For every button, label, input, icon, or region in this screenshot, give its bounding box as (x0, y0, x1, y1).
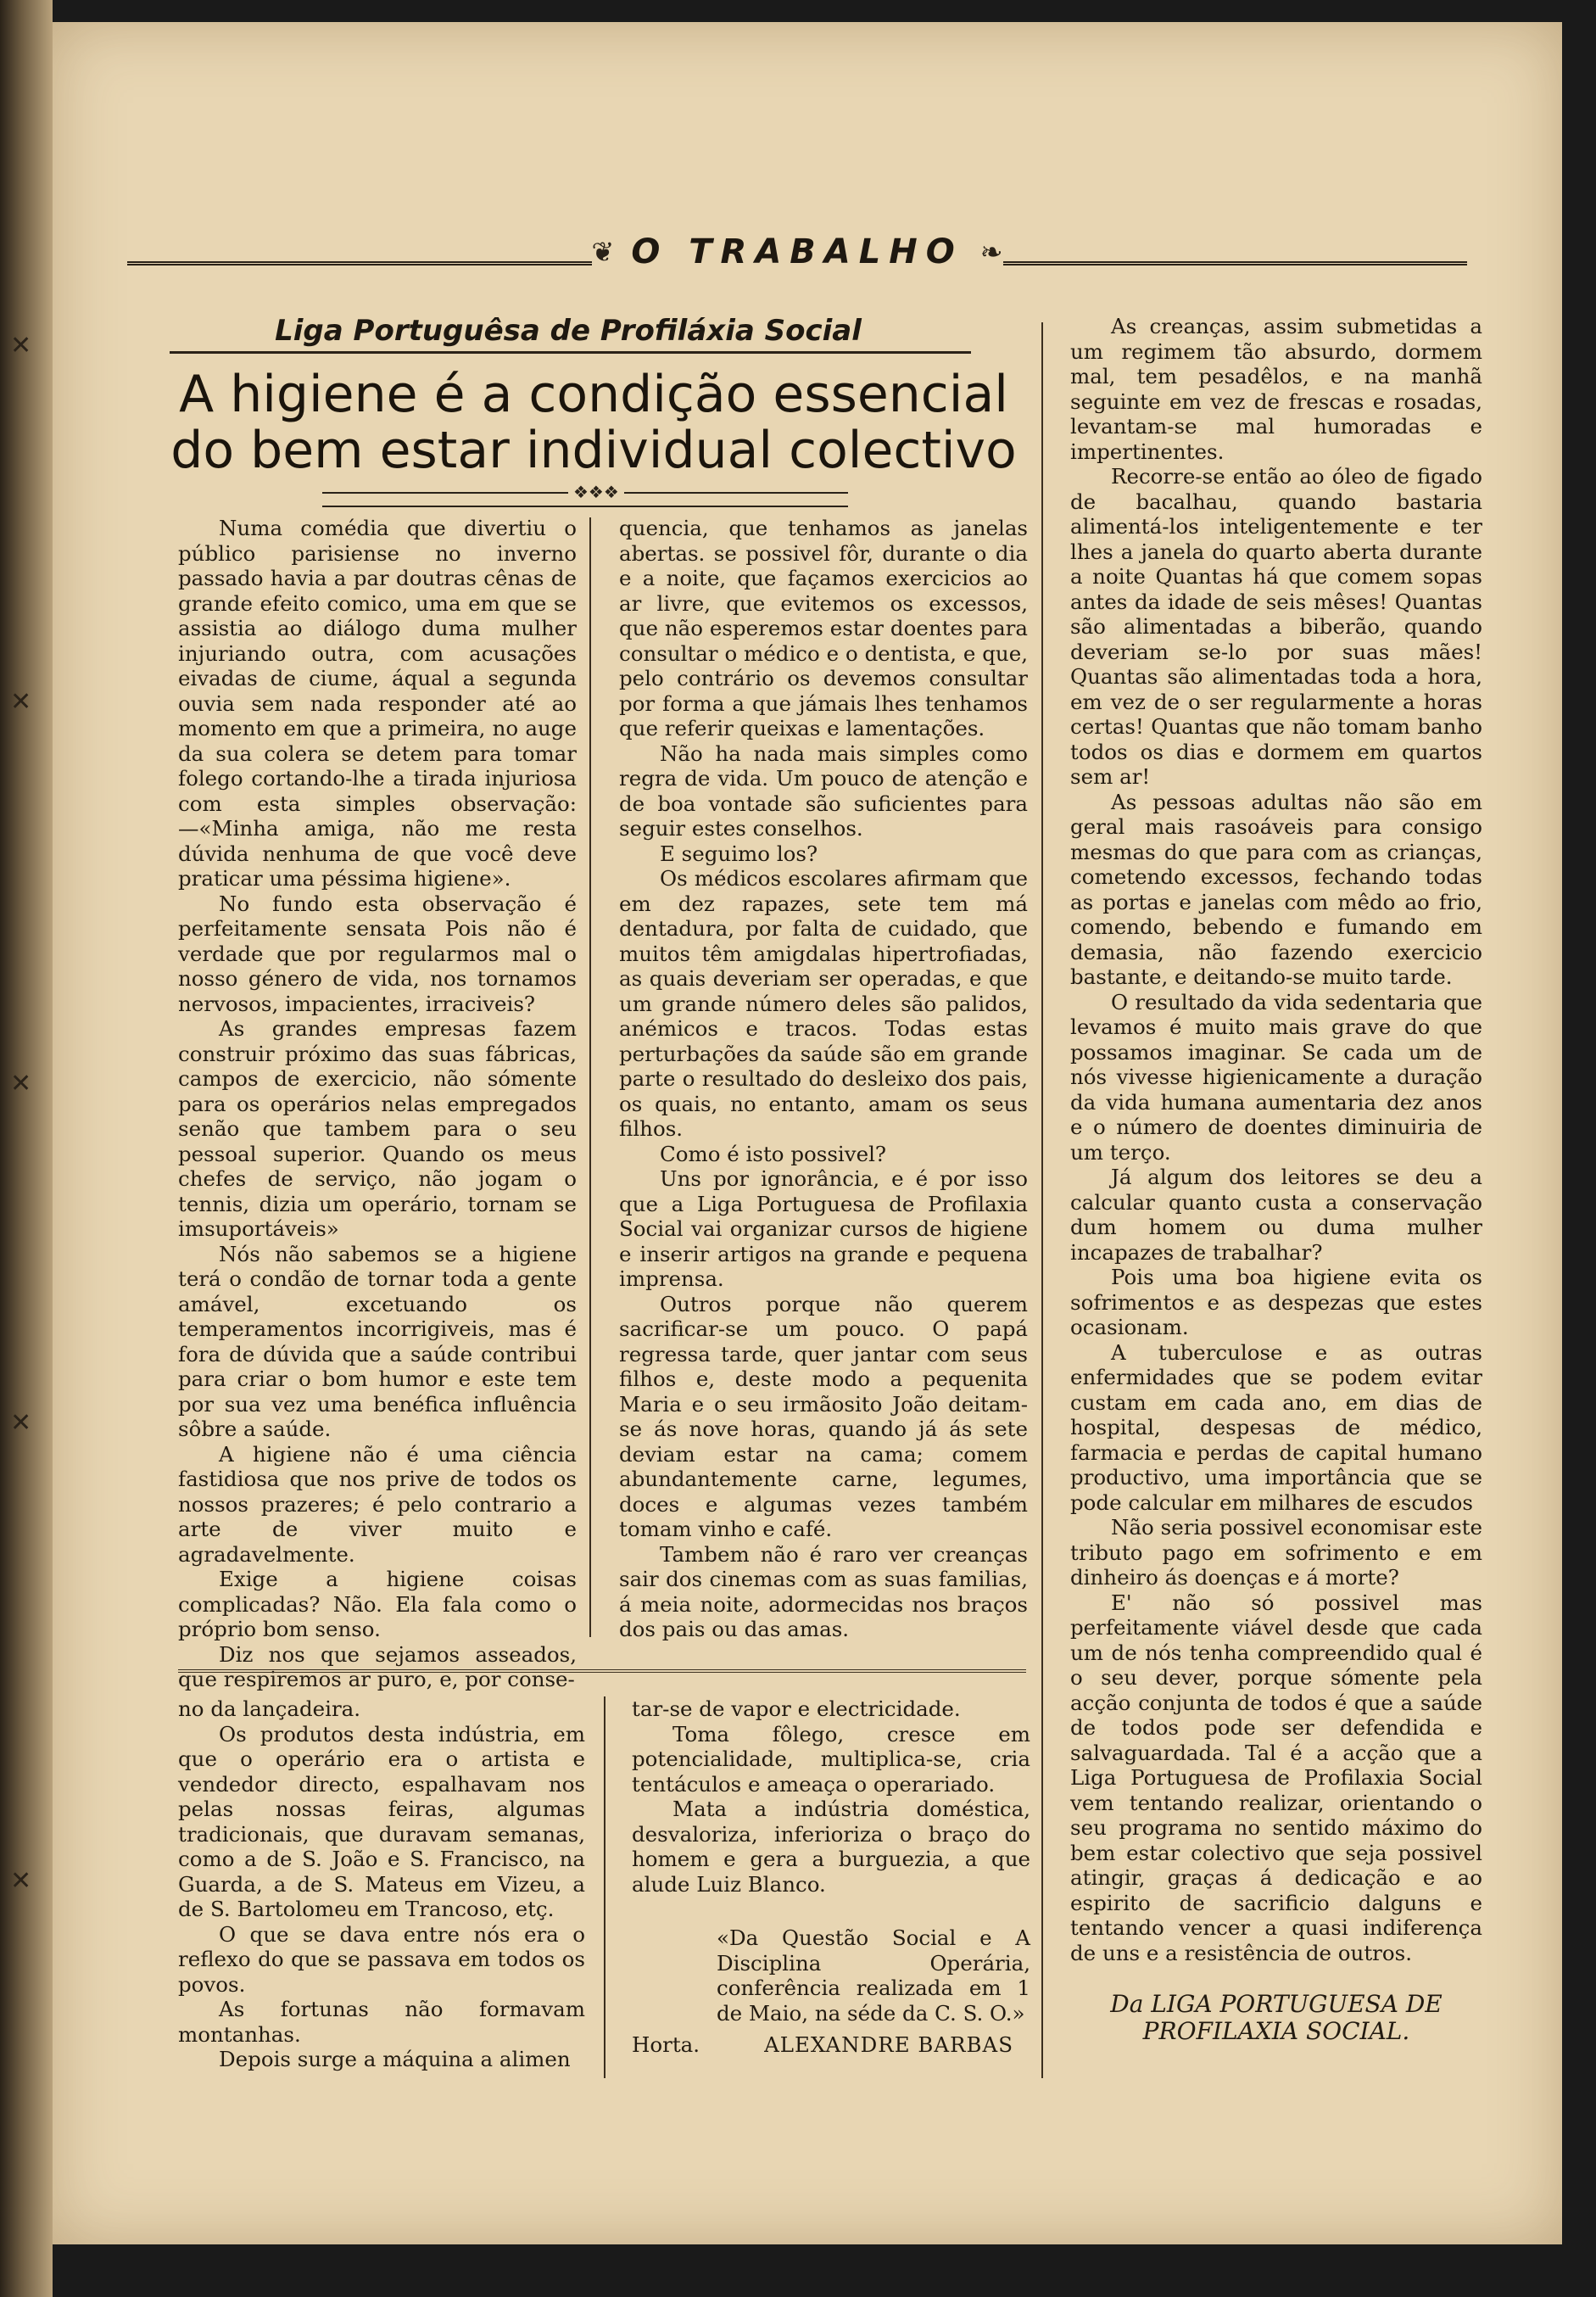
article-signature: Da LIGA PORTUGUESA DE PROFILAXIA SOCIAL. (1110, 1990, 1443, 2045)
paragraph: Recorre-se então ao óleo de figado de bacalhau, quando bastaria alimentá-los inteligentemente e ter lhes a janela do quarto aberta durante a noite Quantas há que comem sopas antes da idade de seis mêses! Quantas são alimentadas a biberão, quando deveriam se-lo por suas mães! Quantas são alimentadas toda a hora, em vez de o ser regularmente a horas certas! Quantas que não tomam banho todos os dias e dormem em quartos sem ar! (1070, 464, 1482, 789)
section-divider (178, 1669, 1026, 1673)
paragraph: A higiene não é uma ciência fastidiosa que nos prive de todos os nossos prazeres; é pelo contrario a arte de viver muito e agradavelmente. (178, 1441, 577, 1567)
section-rule (170, 351, 971, 354)
column-divider (589, 517, 591, 1637)
paragraph: As grandes empresas fazem construir próximo das suas fábricas, campos de exercicio, não sómente para os operários nelas empregados senão que tambem para o seu pessoal superior. Quando os meus chefes de serviço, não jogam o tennis, dizia um operário, tornam se imsuportáveis» (178, 1016, 577, 1241)
column-divider (1041, 322, 1043, 2078)
paragraph: Uns por ignorância, e é por isso que a Liga Portuguesa de Profilaxia Social vai organizar cursos de higiene e inserir artigos na grande e pequena imprensa. (619, 1166, 1028, 1291)
paragraph: Outros porque não querem sacrificar-se um pouco. O papá regressa tarde, quer jantar com seus filhos e, deste modo a pequenita Maria e o seu irmãosito João deitam-se ás nove horas, quando já ás sete deviam estar na cama; comem abundantemente carne, legumes, doces e algumas vezes também tomam vinho e café. (619, 1291, 1028, 1541)
paragraph: Numa comédia que divertiu o público parisiense no inverno passado havia a par doutras cênas de grande efeito comico, uma em que se assistia ao diálogo duma mulher injuriando outra, com acusações eivadas de ciume, áqual a segunda ouvia sem nada responder até ao momento em que a primeira, no auge da sua colera se detem para tomar folego cortando-lhe a tirada injuriosa com esta simples observação:—«Minha amiga, não me resta dúvida nenhuma de que você deve praticar uma péssima higiene». (178, 516, 577, 891)
article-column-2 (619, 516, 1028, 1642)
paragraph: As pessoas adultas não são em geral mais rasoáveis para consigo mesmas do que para com as crianças, cometendo excessos, fechando todas as portas e janelas com mêdo ao frio, comendo, bebendo e fumando em demasia, não fazendo exercicio bastante, e deitando-se muito tarde. (1070, 789, 1482, 989)
binding-hole-mark: ✕ (10, 687, 32, 717)
column-divider (604, 1696, 605, 2078)
paragraph: Toma fôlego, cresce em potencialidade, multiplica-se, cria tentáculos e ameaça o operariado. (632, 1721, 1030, 1797)
paragraph: Os produtos desta indústria, em que o operário era o artista e vendedor directo, espalhavam nos pelas nossas feiras, algumas tradicionais, que duravam semanas, como a de S. João e S. Francisco, na Guarda, a de S. Mateus em Vizeu, a de S. Bartolomeu em Trancoso, etç. (178, 1721, 585, 1921)
newspaper-title: O TRABALHO (631, 232, 963, 271)
binding-hole-mark: ✕ (10, 331, 32, 360)
paragraph: quencia, que tenhamos as janelas abertas. se possivel fôr, durante o dia e a noite, que façamos exercicios ao ar livre, que evitemos os excessos, que não esperemos estar doentes para consultar o médico e o dentista, e que, pelo contrário os devemos consultar por forma a que jámais lhes tenhamos que referir queixas e lamentações. (619, 516, 1028, 741)
paragraph: Mata a indústria doméstica, desvaloriza, inferioriza o braço do homem e gera a burguezia, a que alude Luiz Blanco. (632, 1797, 1030, 1897)
paragraph: Não ha nada mais simples como regra de vida. Um pouco de atenção e de boa vontade são suficientes para seguir estes conselhos. (619, 741, 1028, 841)
ornament-icon: ❖❖❖ (568, 482, 624, 502)
ornamental-rule (322, 482, 848, 507)
article-column-1 (178, 516, 577, 1692)
masthead-rule-left (127, 261, 592, 265)
paragraph: No fundo esta observação é perfeitamente sensata Pois não é verdade que por regularmos mal o nosso género de vida, nos tornamos nervosos, impacientes, irraciveis? (178, 891, 577, 1016)
paragraph: Pois uma boa higiene evita os sofrimentos e as despezas que estes ocasionam. (1070, 1265, 1482, 1339)
paragraph: E' não só possivel mas perfeitamente viável desde que cada um de nós tenha compreendido qual é o seu dever, porque sómente pela acção conjunta de todos é que a saúde de todos pode ser defendida e salvaguardada. Tal é a acção que a Liga Portuguesa de Profilaxia Social vem tentando realizar, orientando o seu programa no sentido máximo do bem estar colectivo que seja possivel atingir, graças á dedicação e ao espirito de sacrificio dalguns e tentando vencer a quasi indiferença de uns e a resistência de outros. (1070, 1590, 1482, 1965)
article-column-3 (1070, 314, 1482, 2045)
source-footnote: «Da Questão Social e A Disciplina Operária, conferência realizada em 1 de Maio, na séde da C. S. O.» (717, 1925, 1030, 2026)
lower-column-1 (178, 1696, 585, 2072)
paragraph: Não seria possivel economisar este tributo pago em sofrimento e em dinheiro ás doenças e á morte? (1070, 1515, 1482, 1590)
paragraph: Exige a higiene coisas complicadas? Não. Ela fala como o próprio bom senso. (178, 1567, 577, 1641)
author-name: ALEXANDRE BARBAS (764, 2032, 1013, 2057)
lower-column-2 (632, 1696, 1030, 2058)
paragraph: As fortunas não formavam montanhas. (178, 1997, 585, 2047)
paragraph: A tuberculose e as outras enfermidades que se podem evitar custam em cada ano, em dias de hospital, despesas de médico, farmacia e perdas de capital humano productivo, uma importância que se pode calcular em milhares de escudos (1070, 1339, 1482, 1515)
paragraph: As creanças, assim submetidas a um regimem tão absurdo, dormem mal, tem pesadêlos, e na manhã seguinte em vez de frescas e rosadas, levantam-se mal humoradas e impertinentes. (1070, 314, 1482, 464)
paragraph: Já algum dos leitores se deu a calcular quanto custa a conservação dum homem ou duma mulher incapazes de trabalhar? (1070, 1165, 1482, 1265)
paragraph: tar-se de vapor e electricidade. (632, 1696, 961, 1721)
byline (632, 2032, 1030, 2058)
paragraph: Diz nos que sejamos asseados, que respiremos ar puro, e, por conse- (178, 1641, 577, 1691)
article-headline: A higiene é a condição essencial do bem estar individual colectivo (170, 365, 1017, 480)
paragraph: Depois surge a máquina a alimen (219, 2047, 571, 2071)
paragraph: E seguimo los? (660, 841, 818, 866)
masthead (127, 222, 1467, 282)
section-heading: Liga Portuguêsa de Profiláxia Social (275, 314, 862, 348)
paragraph: Os médicos escolares afirmam que em dez rapazes, sete tem má dentadura, por falta de cuidado, que muitos têm amigdalas hipertrofiadas, as quais deveriam ser operadas, e que um grande número deles são palidos, anémicos e tracos. Todas estas perturbações da saúde são em grande parte o resultado do desleixo dos pais, os quais, no entanto, amam os seus filhos. (619, 866, 1028, 1141)
place-name: Horta. (632, 2032, 700, 2057)
masthead-rule-right (1003, 261, 1468, 265)
paragraph: O resultado da vida sedentaria que levamos é muito mais grave do que possamos imaginar. Se cada um de nós vivesse higienicamente a duração da vida humana aumentaria dez anos e o número de doentes diminuiria de um terço. (1070, 989, 1482, 1165)
paragraph: no da lançadeira. (178, 1696, 361, 1721)
paragraph: Tambem não é raro ver creanças sair dos cinemas com as suas familias, á meia noite, adormecidas nos braços dos pais ou das amas. (619, 1541, 1028, 1641)
binding-hole-mark: ✕ (10, 1408, 32, 1438)
binding-hole-mark: ✕ (10, 1866, 32, 1896)
paragraph: Nós não sabemos se a higiene terá o condão de tornar toda a gente amável, excetuando os temperamentos incorrigiveis, mas é fora de dúvida que a saúde contribui para criar o bom humor e este tem por sua vez uma benéfica influência sôbre a saúde. (178, 1241, 577, 1441)
flourish-left-icon: ❦ (591, 236, 615, 268)
paragraph: Como é isto possivel? (660, 1141, 887, 1166)
binding-hole-mark: ✕ (10, 1069, 32, 1098)
page-edge (0, 0, 53, 2297)
paragraph: O que se dava entre nós era o reflexo do que se passava em todos os povos. (178, 1921, 585, 1997)
flourish-right-icon: ❧ (979, 236, 1003, 268)
